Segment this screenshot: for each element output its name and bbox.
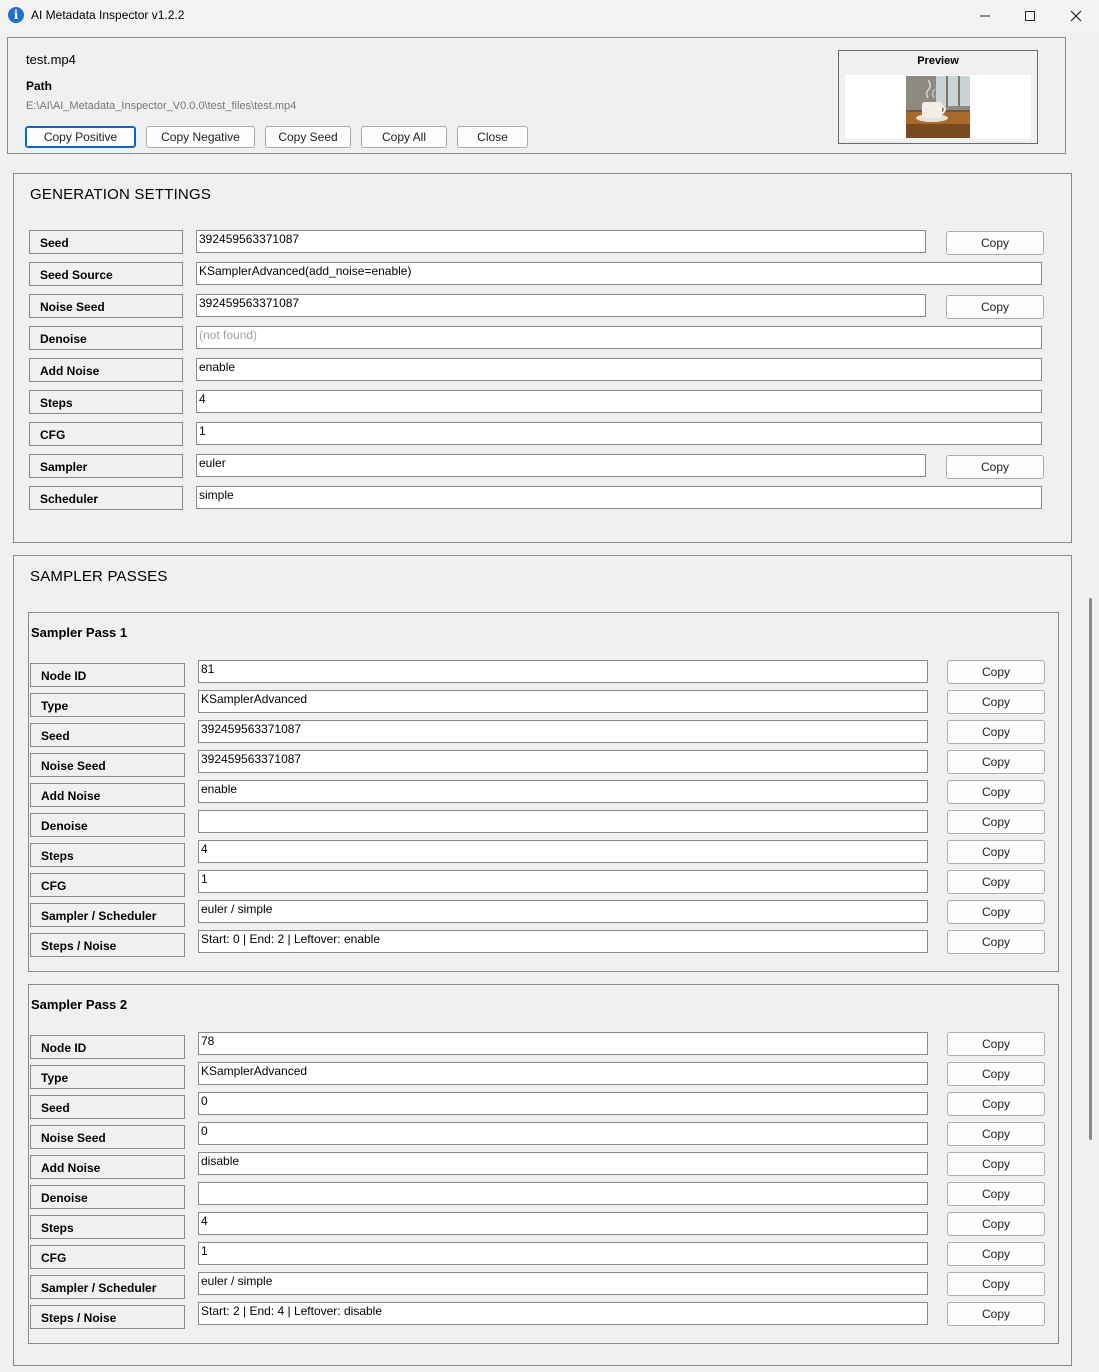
field-value-seed[interactable]: 392459563371087 xyxy=(196,230,926,253)
copy-button-steps[interactable]: Copy xyxy=(947,840,1045,864)
field-value-steps-noise[interactable]: Start: 2 | End: 4 | Leftover: disable xyxy=(198,1302,928,1325)
copy-button-sampler[interactable]: Copy xyxy=(946,455,1044,479)
field-value-seed-source[interactable]: KSamplerAdvanced(add_noise=enable) xyxy=(196,262,1042,285)
field-value-steps[interactable]: 4 xyxy=(198,840,928,863)
copy-button-add-noise[interactable]: Copy xyxy=(947,780,1045,804)
field-value-add-noise[interactable]: disable xyxy=(198,1152,928,1175)
field-value-steps[interactable]: 4 xyxy=(196,390,1042,413)
field-label-steps: Steps xyxy=(29,390,183,414)
sampler-passes-title: SAMPLER PASSES xyxy=(30,568,168,585)
copy-positive-button[interactable]: Copy Positive xyxy=(25,126,136,148)
field-label-seed: Seed xyxy=(30,723,185,747)
field-value-seed[interactable]: 392459563371087 xyxy=(198,720,928,743)
field-label-denoise: Denoise xyxy=(29,326,183,350)
field-label-sampler-scheduler: Sampler / Scheduler xyxy=(30,903,185,927)
copy-button-seed[interactable]: Copy xyxy=(946,231,1044,255)
copy-button-sampler-scheduler[interactable]: Copy xyxy=(947,900,1045,924)
field-label-steps-noise: Steps / Noise xyxy=(30,1305,185,1329)
field-value-noise-seed[interactable]: 392459563371087 xyxy=(198,750,928,773)
copy-button-seed[interactable]: Copy xyxy=(947,1092,1045,1116)
sampler-pass-2 xyxy=(28,984,1059,1344)
preview-thumbnail xyxy=(906,76,970,138)
close-button[interactable]: Close xyxy=(457,126,528,148)
field-value-denoise[interactable]: (not found) xyxy=(196,326,1042,349)
field-value-add-noise[interactable]: enable xyxy=(196,358,1042,381)
copy-negative-button[interactable]: Copy Negative xyxy=(146,126,255,148)
field-label-steps-noise: Steps / Noise xyxy=(30,933,185,957)
field-value-noise-seed[interactable]: 392459563371087 xyxy=(196,294,926,317)
preview-frame xyxy=(845,75,1031,139)
field-label-cfg: CFG xyxy=(29,422,183,446)
field-value-node-id[interactable]: 78 xyxy=(198,1032,928,1055)
maximize-icon xyxy=(1024,10,1036,22)
field-label-type: Type xyxy=(30,693,185,717)
minimize-button[interactable] xyxy=(962,0,1008,32)
copy-button-add-noise[interactable]: Copy xyxy=(947,1152,1045,1176)
field-label-sampler: Sampler xyxy=(29,454,183,478)
field-label-cfg: CFG xyxy=(30,1245,185,1269)
field-value-sampler-scheduler[interactable]: euler / simple xyxy=(198,1272,928,1295)
copy-button-node-id[interactable]: Copy xyxy=(947,660,1045,684)
path-value: E:\AI\AI_Metadata_Inspector_V0.0.0\test_files\test.mp4 xyxy=(26,100,297,112)
sampler-pass-title: Sampler Pass 1 xyxy=(31,625,128,640)
field-label-add-noise: Add Noise xyxy=(30,1155,185,1179)
field-value-steps-noise[interactable]: Start: 0 | End: 2 | Leftover: enable xyxy=(198,930,928,953)
sampler-passes-panel xyxy=(13,555,1072,1366)
field-label-noise-seed: Noise Seed xyxy=(30,753,185,777)
generation-settings-panel xyxy=(13,173,1072,543)
field-value-noise-seed[interactable]: 0 xyxy=(198,1122,928,1145)
field-value-seed[interactable]: 0 xyxy=(198,1092,928,1115)
field-value-steps[interactable]: 4 xyxy=(198,1212,928,1235)
field-value-denoise[interactable] xyxy=(198,1182,928,1205)
field-label-seed: Seed xyxy=(29,230,183,254)
field-value-type[interactable]: KSamplerAdvanced xyxy=(198,1062,928,1085)
copy-button-steps[interactable]: Copy xyxy=(947,1212,1045,1236)
sampler-pass-1 xyxy=(28,612,1059,972)
window-title: AI Metadata Inspector v1.2.2 xyxy=(31,8,185,22)
field-label-steps: Steps xyxy=(30,1215,185,1239)
field-label-seed: Seed xyxy=(30,1095,185,1119)
field-value-add-noise[interactable]: enable xyxy=(198,780,928,803)
field-label-sampler-scheduler: Sampler / Scheduler xyxy=(30,1275,185,1299)
field-value-sampler-scheduler[interactable]: euler / simple xyxy=(198,900,928,923)
field-label-noise-seed: Noise Seed xyxy=(29,294,183,318)
file-header xyxy=(7,37,1066,154)
copy-button-type[interactable]: Copy xyxy=(947,1062,1045,1086)
field-label-scheduler: Scheduler xyxy=(29,486,183,510)
field-value-cfg[interactable]: 1 xyxy=(198,1242,928,1265)
copy-button-cfg[interactable]: Copy xyxy=(947,870,1045,894)
copy-button-seed[interactable]: Copy xyxy=(947,720,1045,744)
field-value-node-id[interactable]: 81 xyxy=(198,660,928,683)
scrollbar-thumb[interactable] xyxy=(1089,598,1092,1140)
generation-settings-title: GENERATION SETTINGS xyxy=(30,186,212,203)
minimize-icon xyxy=(979,10,991,22)
copy-button-node-id[interactable]: Copy xyxy=(947,1032,1045,1056)
sampler-pass-title: Sampler Pass 2 xyxy=(31,997,128,1012)
copy-button-noise-seed[interactable]: Copy xyxy=(946,295,1044,319)
field-value-sampler[interactable]: euler xyxy=(196,454,926,477)
field-label-add-noise: Add Noise xyxy=(29,358,183,382)
close-icon xyxy=(1070,10,1082,22)
copy-button-denoise[interactable]: Copy xyxy=(947,1182,1045,1206)
info-icon: i xyxy=(8,7,24,23)
copy-button-steps-noise[interactable]: Copy xyxy=(947,1302,1045,1326)
copy-button-steps-noise[interactable]: Copy xyxy=(947,930,1045,954)
field-value-cfg[interactable]: 1 xyxy=(196,422,1042,445)
field-label-add-noise: Add Noise xyxy=(30,783,185,807)
copy-seed-button[interactable]: Copy Seed xyxy=(265,126,351,148)
copy-button-denoise[interactable]: Copy xyxy=(947,810,1045,834)
copy-all-button[interactable]: Copy All xyxy=(361,126,447,148)
file-name: test.mp4 xyxy=(26,52,76,67)
copy-button-cfg[interactable]: Copy xyxy=(947,1242,1045,1266)
field-label-type: Type xyxy=(30,1065,185,1089)
field-label-denoise: Denoise xyxy=(30,1185,185,1209)
field-label-seed-source: Seed Source xyxy=(29,262,183,286)
field-label-denoise: Denoise xyxy=(30,813,185,837)
field-value-cfg[interactable]: 1 xyxy=(198,870,928,893)
title-bar xyxy=(0,0,1099,32)
field-value-scheduler[interactable]: simple xyxy=(196,486,1042,509)
path-label: Path xyxy=(26,79,53,93)
preview-title: Preview xyxy=(917,55,959,67)
field-label-cfg: CFG xyxy=(30,873,185,897)
copy-button-noise-seed[interactable]: Copy xyxy=(947,750,1045,774)
field-value-denoise[interactable] xyxy=(198,810,928,833)
maximize-button[interactable] xyxy=(1007,0,1053,32)
field-label-node-id: Node ID xyxy=(30,1035,185,1059)
field-value-type[interactable]: KSamplerAdvanced xyxy=(198,690,928,713)
copy-button-noise-seed[interactable]: Copy xyxy=(947,1122,1045,1146)
preview-panel xyxy=(838,50,1038,144)
field-label-node-id: Node ID xyxy=(30,663,185,687)
field-label-noise-seed: Noise Seed xyxy=(30,1125,185,1149)
close-window-button[interactable] xyxy=(1053,0,1099,32)
copy-button-type[interactable]: Copy xyxy=(947,690,1045,714)
copy-button-sampler-scheduler[interactable]: Copy xyxy=(947,1272,1045,1296)
field-label-steps: Steps xyxy=(30,843,185,867)
